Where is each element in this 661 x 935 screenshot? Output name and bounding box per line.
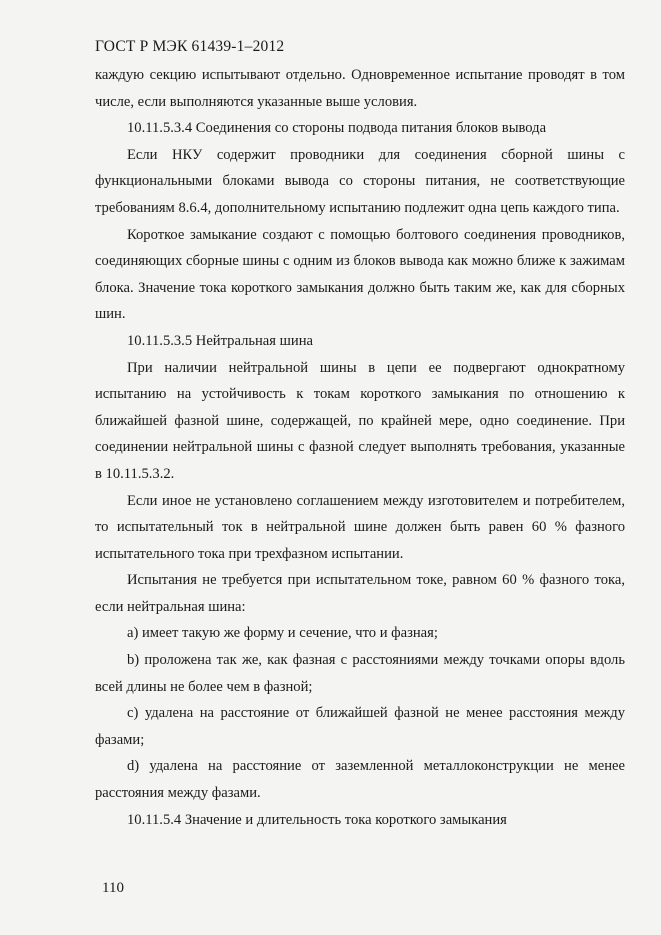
- page-number: 110: [102, 880, 124, 896]
- paragraph: каждую секцию испытывают отдельно. Одновременное испытание проводят в том числе, если выполняются указанные выше условия.: [95, 67, 625, 110]
- list-item: a) имеет такую же форму и сечение, что и фазная;: [127, 625, 438, 642]
- section-heading: 10.11.5.3.4 Соединения со стороны подвода питания блоков вывода: [127, 120, 547, 137]
- list-item: c) удалена на расстояние от ближайшей фазной не менее расстояния между фазами;: [95, 705, 625, 748]
- paragraph: Испытания не требуется при испытательном токе, равном 60 % фазного тока, если нейтральная шина:: [95, 572, 625, 615]
- body-text: [95, 62, 625, 833]
- paragraph: Если НКУ содержит проводники для соединения сборной шины с функциональными блоками вывода со стороны питания, не соответствующие требованиям 8.6.4, дополнительному испытанию подлежит одна цепь каждого типа.: [95, 146, 625, 216]
- paragraph: Если иное не установлено соглашением между изготовителем и потребителем, то испытательный ток в нейтральной шине должен быть равен 60 % фазного испытательного тока при трехфазном испытании.: [95, 492, 625, 562]
- document-header: ГОСТ Р МЭК 61439-1–2012: [95, 38, 285, 55]
- section-heading: 10.11.5.4 Значение и длительность тока короткого замыкания: [127, 811, 507, 828]
- paragraph: При наличии нейтральной шины в цепи ее подвергают однократному испытанию на устойчивость к токам короткого замыкания по отношению к ближайшей фазной шине, содержащей, по крайней мере, одно соединение. При соединении нейтральной шины с фазной следует выполнять требования, указанные в 10.11.5.3.2.: [95, 359, 625, 482]
- section-heading: 10.11.5.3.5 Нейтральная шина: [127, 332, 313, 349]
- list-item: d) удалена на расстояние от заземленной металлоконструкции не менее расстояния между фазами.: [95, 758, 625, 802]
- list-item: b) проложена так же, как фазная с расстояниями между точками опоры вдоль всей длины не более чем в фазной;: [95, 652, 625, 695]
- paragraph: Короткое замыкание создают с помощью болтового соединения проводников, соединяющих сборные шины с одним из блоков вывода как можно ближе к зажимам блока. Значение тока короткого замыкания должно быть таким же, как для сборных шин.: [95, 226, 625, 323]
